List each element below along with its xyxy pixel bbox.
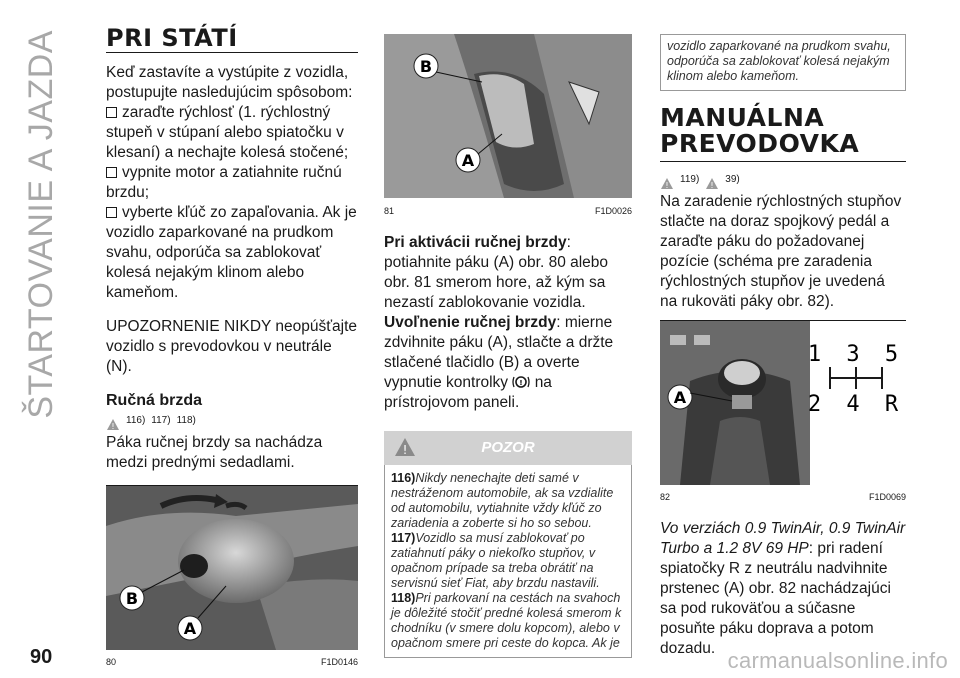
- warning-refs: ! 116) 117) 118): [106, 413, 358, 431]
- note-item: 117)Vozidlo sa musí zablokovať po zatiahnutí páky o niekoľko stupňov, v opačnom prípade sa treba obrátiť na servisnú sieť Fiat, aby brzdu nastavili.: [391, 531, 600, 590]
- svg-text:!: !: [402, 443, 408, 457]
- label-a: A: [183, 619, 197, 638]
- label-a: A: [461, 151, 475, 170]
- warning-triangle-icon: [394, 437, 416, 457]
- warning-triangle-icon: [705, 177, 719, 190]
- section-title-pri-stati: PRI STÁTÍ: [106, 28, 358, 53]
- release-heading: Uvoľnenie ručnej brzdy: [384, 314, 557, 331]
- page-number: 90: [30, 646, 53, 668]
- warning-text: UPOZORNENIE NIKDY neopúšťajte vozidlo s prevodovkou v neutrále (N).: [106, 318, 358, 375]
- label-a: A: [673, 388, 687, 407]
- note-item: 116)Nikdy nenechajte deti samé v nestráženom automobile, ak sa vzdialite od automobilu, vytiahnite vždy kľúč zo zariadenia a zoberte si ho so sebou.: [391, 471, 614, 530]
- footer-watermark-url: carmanualsonline.info: [727, 648, 948, 673]
- activation-text: : potiahnite páku (A) obr. 80 alebo obr. 81 smerom hore, až kým sa nezastí zablokovanie vozidla.: [384, 234, 609, 311]
- intro-text: Keď zastavíte a vystúpite z vozidla, postupujte nasledujúcim spôsobom:: [106, 64, 353, 101]
- text-handbrake-location: Páka ručnej brzdy sa nachádza medzi prednými sedadlami.: [106, 434, 323, 471]
- svg-text:!: !: [710, 181, 714, 190]
- reverse-gear-text: : pri radení spiatočky R z neutrálu nadvihnite prstenec (A) obr. 82 nachádzajúci sa pod rukoväťou a súčasne posuňte páku doprava a potom dozadu.: [660, 540, 891, 657]
- svg-text:!: !: [111, 422, 115, 431]
- figure-82: [660, 320, 906, 484]
- activation-heading: Pri aktivácii ručnej brzdy: [384, 234, 567, 251]
- svg-text:!: !: [665, 181, 669, 190]
- brake-warning-light-icon: [512, 375, 530, 389]
- checkbox-bullet-icon: [106, 107, 117, 118]
- warning-refs: ! 119) ! 39): [660, 172, 906, 190]
- figure-81-caption: 81 F1D0026: [384, 206, 632, 216]
- section-title-manualna-prevodovka: MANUÁLNA PREVODOVKA: [660, 105, 906, 162]
- bullet-item: zaraďte rýchlosť (1. rýchlostný stupeň v stúpaní alebo spiatočku v klesaní) a nechajte kolesá stočené;: [106, 104, 349, 161]
- gear-shift-photo-image: [660, 321, 906, 485]
- column-2: B A 81 F1D0026 Pri aktivácii ručnej brzdy: potiahnite páku (A) obr. 80 alebo obr. 81 smerom hore, až kým sa nezastí zablokovanie vozidla. Uvoľnenie ručnej brzdy: mierne zdvihnite páku (A), stlačte a držte stlačené tlačidlo (B) a overte vypnutie kontrolky ! na prístrojovom paneli. ! POZOR 116)Nikdy nenechajte deti samé v nestráženom automobile, ak sa vzdialite od automobilu, vytiahnite vždy kľúč zo zariadenia a zoberte si ho so sebou. 117)Vozidlo sa musí zablokovať po zatiahnutí páky o niekoľko stupňov, v opačnom prípade sa treba obrátiť na servisnú sieť Fiat, aby brzdu nastavili. 118)Pri parkovaní na cestách na svahoch je dôležité stočiť predné kolesá smerom k chodníku (v smere dolu kopcom), alebo v opačnom smere pri ceste do kopca. Ak je: [384, 34, 632, 658]
- figure-81: [384, 34, 632, 198]
- figure-80-caption: 80 F1D0146: [106, 657, 358, 667]
- figure-82-caption: 82 F1D0069: [660, 492, 906, 502]
- label-b: B: [419, 57, 433, 76]
- gearbox-text: Na zaradenie rýchlostných stupňov stlačte na doraz spojkový pedál a zaraďte páku do požadovanej pozície (schéma pre zaradenia rýchlostných stupňov je uvedená na rukoväti páky obr. 82).: [660, 193, 902, 310]
- section-side-tab: ŠTARTOVANIE A JAZDA: [22, 30, 60, 419]
- checkbox-bullet-icon: [106, 167, 117, 178]
- warning-triangle-icon: [660, 177, 674, 190]
- warning-triangle-icon: [106, 418, 120, 431]
- handbrake-photo-image: [106, 486, 358, 650]
- bullet-item: vyberte kľúč zo zapaľovania. Ak je vozidlo zaparkované na prudkom svahu, odporúča sa zablokovať kolesá nejakým klinom alebo kameňom.: [106, 204, 357, 301]
- note-item: 118)Pri parkovaní na cestách na svahoch je dôležité stočiť predné kolesá smerom k chodníku (v smere dolu kopcom), alebo v opačnom smere pri ceste do kopca. Ak je: [391, 591, 622, 650]
- versions-heading: Vo verziách 0.9 TwinAir, 0.9 TwinAir Turbo a 1.2 8V 69 HP: [660, 520, 906, 557]
- note-continuation: vozidlo zaparkované na prudkom svahu, odporúča sa zablokovať kolesá nejakým klinom alebo kameňom.: [660, 34, 906, 91]
- subtitle-rucna-brzda: Ručná brzda: [106, 392, 203, 409]
- column-3: [660, 34, 906, 673]
- handbrake-lever-photo-image: [384, 34, 632, 198]
- bullet-item: vypnite motor a zatiahnite ručnú brzdu;: [106, 164, 342, 201]
- checkbox-bullet-icon: [106, 207, 117, 218]
- label-b: B: [125, 589, 139, 608]
- svg-text:!: !: [519, 379, 523, 387]
- gear-pattern-top: 1 3 5: [807, 342, 905, 367]
- pozor-header: ! POZOR: [384, 431, 632, 465]
- pozor-notes: [384, 465, 632, 658]
- release-text: : mierne zdvihnite páku (A), stlačte a držte stlačené tlačidlo (B) a overte vypnutie kontrolky: [384, 314, 614, 391]
- figure-80: [106, 485, 358, 649]
- gear-pattern-bottom: 2 4 R: [807, 392, 905, 417]
- column-1: [106, 24, 358, 672]
